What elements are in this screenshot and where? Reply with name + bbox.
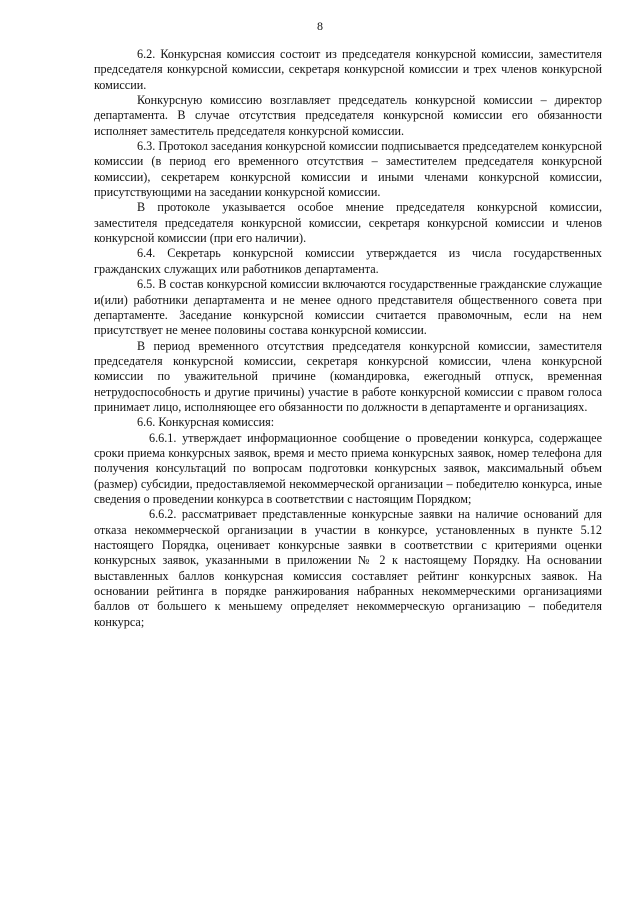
paragraph-6-2-chair: Конкурсную комиссию возглавляет председатель конкурсной комиссии – директор департамента. В случае отсутствия председателя конкурсной комиссии его обязанности исполняет заместитель председателя конкурсной комиссии. (94, 93, 602, 138)
paragraph-6-3: 6.3. Протокол заседания конкурсной комиссии подписывается председателем конкурсной комиссии (в период его временного отсутствия – заместителем председателя конкурсной комиссии), секретарем конкурсной комиссии и иными членами конкурсной комиссии, присутствующими на заседании конкурсной комиссии. (94, 139, 602, 200)
document-body (94, 47, 602, 630)
paragraph-6-2: 6.2. Конкурсная комиссия состоит из председателя конкурсной комиссии, заместителя председателя конкурсной комиссии, секретаря конкурсной комиссии и трех членов конкурсной комиссии. (94, 47, 602, 92)
paragraph-6-6-2: 6.6.2. рассматривает представленные конкурсные заявки на наличие оснований для отказа некоммерческой организации в участии в конкурсе, установленных в пункте 5.12 настоящего Порядка, оценивает конкурсные заявки в соответствии с критериями оценки конкурсных заявок, указанными в приложении № 2 к настоящему Порядку. На основании выставленных баллов конкурсная комиссия составляет рейтинг конкурсных заявок. На основании рейтинга в порядке ранжирования набранных некоммерческими организациями баллов от большего к меньшему определяет некоммерческую организацию – победителя конкурса; (94, 507, 602, 629)
paragraph-6-5-absence: В период временного отсутствия председателя конкурсной комиссии, заместителя председателя конкурсной комиссии, секретаря конкурсной комиссии, члена конкурсной комиссии по уважительной причине (командировка, ежегодный отпуск, временная нетрудоспособность и другие причины) участие в работе конкурсной комиссии с правом голоса принимает лицо, исполняющее его обязанности по должности в департаменте и организациях. (94, 338, 602, 414)
page-number: 8 (317, 19, 323, 33)
paragraph-6-4: 6.4. Секретарь конкурсной комиссии утверждается из числа государственных гражданских служащих или работников департамента. (94, 246, 602, 276)
paragraph-6-3-dissent: В протоколе указывается особое мнение председателя конкурсной комиссии, заместителя председателя конкурсной комиссии, секретаря конкурсной комиссии и членов конкурсной комиссии (при его наличии). (94, 200, 602, 246)
paragraph-6-6: 6.6. Конкурсная комиссия: (137, 415, 275, 430)
paragraph-6-5: 6.5. В состав конкурсной комиссии включаются государственные гражданские служащие и(или) работники департамента и не менее одного представителя общественного совета при департаменте. Заседание конкурсной комиссии считается правомочным, если на нем присутствует не менее половины состава конкурсной комиссии. (94, 277, 602, 338)
paragraph-6-6-1: 6.6.1. утверждает информационное сообщение о проведении конкурса, содержащее сроки приема конкурсных заявок, время и место приема конкурсных заявок, номер телефона для получения консультаций по вопросам подготовки конкурсных заявок, максимальный объем (размер) субсидии, предоставляемой некоммерческой организации – победителю конкурса, иные сведения о проведении конкурса в соответствии с настоящим Порядком; (94, 430, 602, 506)
